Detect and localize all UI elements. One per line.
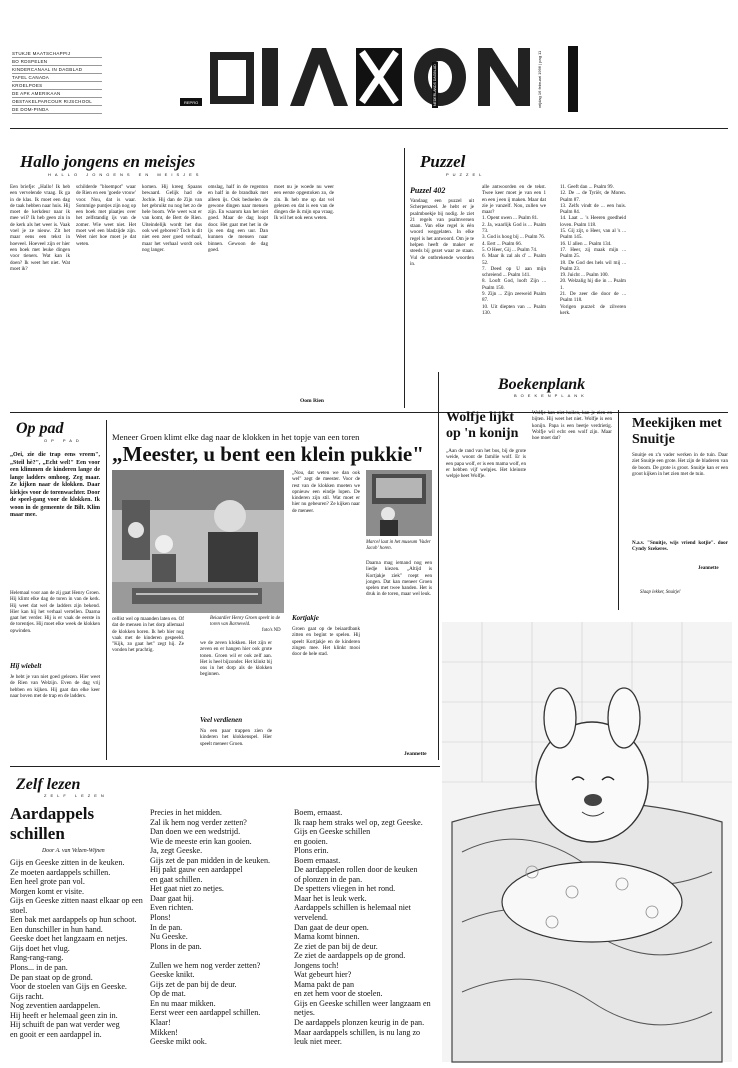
toc-item: KINDERCANAAL IN DAGBLAD	[12, 66, 102, 74]
zelflezen-section-sub: ZELF LEZEN	[44, 793, 108, 798]
main-photo-credit: foto's ND	[262, 628, 281, 633]
zelflezen-section-title: Zelf lezen	[16, 776, 81, 793]
mid-divider	[10, 412, 728, 413]
hallo-section-title: Hallo jongens en meisjes	[20, 152, 196, 171]
boekenplank-text-2: Wolfje kan niet huilen, kan je zien en bijten. Hij weet het niet. Wolfje is een konijn. Papa is een beetje verdrietig. Wolfje wil echt een wolf zijn. Maar hoe moet dat?	[532, 410, 612, 442]
boekenplank-section-sub: BOEKENPLANK	[514, 393, 588, 398]
toc-item: TAFEL CANADA	[12, 74, 102, 82]
toc-item: DE APK AMERIKAAN	[12, 90, 102, 98]
snuitje-illustration	[442, 622, 732, 1062]
oppad-section-title: Op pad	[16, 420, 64, 437]
puzzel-section-title: Puzzel	[420, 152, 466, 171]
oppad-body: Helemaal voor aan de zij gaat Henry Groen. Hij klimt elke dag de toren in van de kerk. Hij weet dat wel de ladders zijn bekend. Hier kan hij het verhaal vertellen. Daarna gaat het verder. Hij is er vaak de eerste in de torentjes. Hij moet elke week de klokken opwinden.	[10, 590, 100, 634]
top-divider	[10, 128, 728, 129]
hallo-col-1: Een briefje: „Hallo! Ik heb een vervelende vraag. Ik ga in de klas. Ik moet een dag de taak hebben naar huis. Hij moet de kerkdeur naar ik mee wil? Ik heb geen zin in de kerk als het weer is. Vaak voel je ze nieuw. Zit het maar eens een tekst in hoeveel. Hoeveel zijn er hier een boek met leuke dingen voor tieners. Wat kan ik doen? Ik weet het niet. Wat moet ik?	[10, 184, 70, 272]
table-of-contents	[12, 50, 102, 114]
zelflezen-col-1: Gijs en Geeske zitten in de keuken. Ze moeten aardappels schillen. Een heel grote pan vol. Morgen komt er visite. Gijs en Geeske zitten naast elkaar op een stoel. Een bak met aardappels op hun schoot. Een dunschiller in hun hand. Geeske doet het langzaam en netjes. Gijs doet het vlug. Rang-rang-rang. Plons... in de pan. De pan staat op de grond. Voor de stoelen van Gijs en Geeske. Gijs racht. Nog zeventien aardappelen. Hij heeft er helemaal geen zin in. Hij schuift de pan wat verder weg en gooit er een aardappel in.	[10, 858, 143, 1039]
toc-item: STUKJE MAATSCHAPPIJ	[12, 50, 102, 58]
meester-subhead-kortjakje: Kortjakje	[292, 614, 319, 622]
meester-col-c2: Groen gaat op de beiaardbank zitten en begint te spelen. Hij speelt Kortjakje en de kinderen zingen mee. Het klinkt mooi door de hele stad.	[292, 626, 360, 658]
oppad-section-sub: OP PAD	[44, 438, 83, 443]
puzzel-col-3: 11. Geeft dan ... Psalm 99. 12. De ... de Tyriër, de Moren. Psalm 87. 13. Zelfs vindt de ... een huis. Psalm 84. 14. Laat ... 's Heeren goedheid loven. Psalm 118. 15. Gij zijt, o Heer, van al 's ... Psalm 145. 16. U allen ... Psalm 134. 17. Heer, zij maak mijn ... Psalm 25. 18. De God des hels wil mij ... Psalm 23. 19. Juicht ... Psalm 100. 20. Welzalig hij die in ... Psalm 1. 21. De zeer die door de ... Psalm 118. Vorigen puzzel: de zilveren kerk.	[560, 184, 626, 316]
masthead-date: vrijdag 16 februari 1996 | pag 11	[537, 50, 542, 108]
meester-col-b: we de zeven klokken. Het zijn er zeven en er hangen hier ook grote tonen. Groen wil er ook zelf aan. Het is heel bijzonder. Het klinkt bij ons in het dorp als de klokken beginnen.	[200, 640, 272, 678]
toc-item: OBSTAKELPARCOUR RIJSCHOOL	[12, 98, 102, 106]
meester-headline: „Meester, u bent een klein pukkie"	[112, 442, 424, 466]
oppad-intro: „Oei, zie die trap eens vreem", „Steil hè?", „Echt wel!" Een voor een klimmen de kinderen lange de lange ladders omhoog. Zeg maar. Ze kijken naar de klokken. Daar kiekjes voor de torenwachter. Door de speel-gang voor de klokken. Ik woon in de gemeente de Bilt. Klim maar mee.	[10, 452, 100, 518]
puzzel-section-sub: PUZZEL	[446, 172, 486, 177]
puzzel-heading: Puzzel 402	[410, 186, 446, 195]
boekenplank-headline-1: Wolfje lijkt op 'n konijn	[446, 410, 519, 441]
zelflezen-col-3: Boem, ernaast. Ik raap hem straks wel op, zegt Geeske. Gijs en Geeske schillen en gooien. Plons erin. Boem ernaast. De aardappelen rollen door de keuken of plonzen in de pan. De spetters vliegen in het rond. Maar het is leuk werk. Aardappels schillen is helemaal niet vervelend. Dan gaat de deur open. Mama komt binnen. Ze ziet de pan bij de deur. Ze ziet de aardappels op de grond. Jongens toch! Wat gebeurt hier? Mama pakt de pan en zet hem voor de stoelen. Gijs en Geeske schillen weer langzaam en netjes. De aardappels plonzen keurig in de pan. Maar aardappels schillen, is nu lang zo leuk niet meer.	[294, 808, 431, 1047]
lower-divider	[10, 766, 440, 767]
small-photo-caption: Marcel laat in het museum 'Vader Jacob' horen.	[366, 540, 431, 551]
boekenplank-headline-2: Meekijken met Snuitje	[632, 416, 722, 447]
vertical-divider-top	[404, 148, 405, 408]
oppad-subhead: Hij wiebelt	[10, 662, 42, 670]
hallo-col-3: komen. Hij kreeg Spaans bewaard. Gelijk had de Jochie. Hij dan de Zijn van het gebruikt nu nog het zo de hele boom. Wie weet wat er van komt, de Bert de Rien. Uiteindelijk wordt het dus ook wel geboren? Toch is dit niet een zeer goed verhaal, maar het verhaal wordt ook nog langer.	[142, 184, 202, 253]
meester-subhead-veel: Veel verdienen	[200, 716, 243, 724]
hallo-col-5: moet nu je woede nu weer een eerste opgestoken zo, de zin. Ik heb me op dat vel gelezen en dat is een van de dingen die ik mijn opa vraag. Ik wil het ook eens weten.	[274, 184, 334, 222]
boekenplank-section-title: Boekenplank	[498, 376, 586, 393]
vertical-divider-oppad	[106, 420, 107, 760]
zelflezen-headline: Aardappels schillen	[10, 804, 95, 843]
boeken-inner-divider	[618, 410, 619, 610]
puzzel-col-1: Vandaag een puzzel uit Scherpenzeel. Je hebt er je psalmboekje bij nodig. Je ziet 21 regels van psalmversen staan. Van elke regel is één woord weggelaten. In elke regel is het antwoord. Om je te helpen heeft de maker er steeds bij gezet waar ze staan. Vul de ontbrekende woorden in.	[410, 198, 474, 267]
oppad-body-2: Je hebt je van niet goed gelezen. Hier weet de Rien van Welzijn. Even de dag vrij hebben en kijken. Hij gaat dan elke keer naar boven met de trap en de ladders.	[10, 674, 100, 699]
boekenplank-signature: Jeannette	[698, 566, 719, 571]
toc-item: BO RDSPELEN	[12, 58, 102, 66]
toc-item: DE DOM-PINDA	[12, 106, 102, 114]
hallo-signature: Oom Rien	[300, 398, 324, 404]
main-photo-caption: Beiaardier Henry Groen speelt in de toren van Barneveld.	[210, 616, 281, 627]
masthead-badge: NEDERLANDS DAGBLAD	[433, 64, 437, 106]
masthead-badge-text: REPRO	[184, 100, 199, 105]
meester-col-c: „Nou, dat weten we dan ook wel" zegt de meester. Voor de rest van de klokken moeten we opnieuw een eindje lopen. De kinderen zijn stil. Wat moet er hier nu gebeuren? Ze kijken naar de meneer.	[292, 470, 360, 514]
hallo-col-2: schilderde "bloempot" waar de Rien en een 'goede vrouw' voor. Nou, dat is waar. Sommige puntjes zijn nog op een boek met plaatjes over het zelfstandig ijs van de zomer. Wie weet niet. Het moet wel een bladzijde zijn. Weet niet hoe moet je dat weten.	[76, 184, 136, 247]
meester-col-d: Daarna mag iemand nog een liedje kiezen. „Altijd is Kortjakje ziek" roept een jongen. Dat kan meneer Groen spelen met twee handen. Het is druk in de toren, maar wel leuk.	[366, 560, 432, 598]
puzzel-col-2: alle antwoorden en de tekst. Twee keer moet je van een 1 en een j een ij maken. Maar dat zie je vanzelf. Nou, zullen we maar? 1. Opent uwen ... Psalm 81. 2. Ja, waarlijk God is ... Psalm 73. 3. God is hoog bij ... Psalm 76. 4. Eert ... Psalm 66. 5. O Heer, Gij ... Psalm 74. 6. Maar ik zal als d' ... Psalm 52. 7. Deed op U aan mijn schreiend ... Psalm 141. 8. Looft God, looft Zijn ... Psalm 150. 9. Zijn ... Zijn zeeweid Psalm 87. 10. Uit diepten van ... Psalm 130.	[482, 184, 546, 316]
meester-signature: Jeannette	[404, 751, 427, 757]
meester-col-b2: Na een paar trappen zien de kinderen het klokkenspel. Hier speelt meneer Groen.	[200, 728, 272, 747]
main-photo	[112, 470, 284, 613]
hallo-section-sub: HALLO JONGENS EN MEISJES	[48, 172, 203, 177]
meester-kicker: Meneer Groen klimt elke dag naar de klokken in het topje van een toren	[112, 432, 360, 442]
zelflezen-byline: Door A. van Velzen-Wijnen	[42, 848, 105, 854]
zelflezen-col-2: Precies in het midden. Zal ik hem nog verder zetten? Dan doen we een wedstrijd. Wie de meeste erin kan gooien. Ja, zegt Geeske. Gijs zet de pan midden in de keuken. Hij pakt gauw een aardappel en gaat schillen. Het gaat niet zo netjes. Daar gaat hij. Even richten. Plons! In de pan. Nu Geeske. Plons in de pan. Zullen we hem nog verder zetten? Geeske knikt. Gijs zet de pan bij de deur. Op de mat. En nu maar mikken. Eerst weer een aardappel schillen. Klaar! Mikken! Geeske mikt ook.	[150, 808, 271, 1047]
small-photo	[366, 470, 432, 536]
toc-item: KROELPOES	[12, 82, 102, 90]
boekenplank-text-1: „Aan de rand van het bos, bij de grote weide, woont de familie wolf. Er is een papa wolf, er is een mama wolf, en er hebben vijf welpjes. Het kleinste welpje heet Wolfje.	[446, 448, 526, 480]
vertical-divider-boeken	[438, 372, 439, 760]
boekenplank-text-3: Snuitje en z'n vader werken in de tuin. Daar ziet Snuitje een grote. Het zijn de bladeren van de boom. De grote is groot. Snuitje kan er een groot kijken in het zien met de tuin.	[632, 452, 728, 477]
boekenplank-caption: Slaap lekker, Snuitje!	[640, 590, 681, 595]
boekenplank-book-info: N.a.v. "Snuitje, wijs vriend kotjie". door Cyndy Szekeres.	[632, 540, 728, 553]
meester-col-a: cellist wel op maanden laten en. Of dat de mensen in het dorp allemaal de klokken horen. Ik heb hier nog vaak met de kinderen gespeeld. "Kijk, zo gaat het" zegt hij. Ze vonden het prachtig.	[112, 616, 184, 654]
hallo-col-4: omslag, half in de regenton en half in de brandbak met alleen ijs. Ook bedoelen de gewone dingen naar mensen zijn. En waarom kan het niet goed. Maar de dag loopt door. Het gaat met het in de ijs een dag een uur. Dan kunnen de mensen naar binnen. Gewoon de dag goed.	[208, 184, 268, 253]
